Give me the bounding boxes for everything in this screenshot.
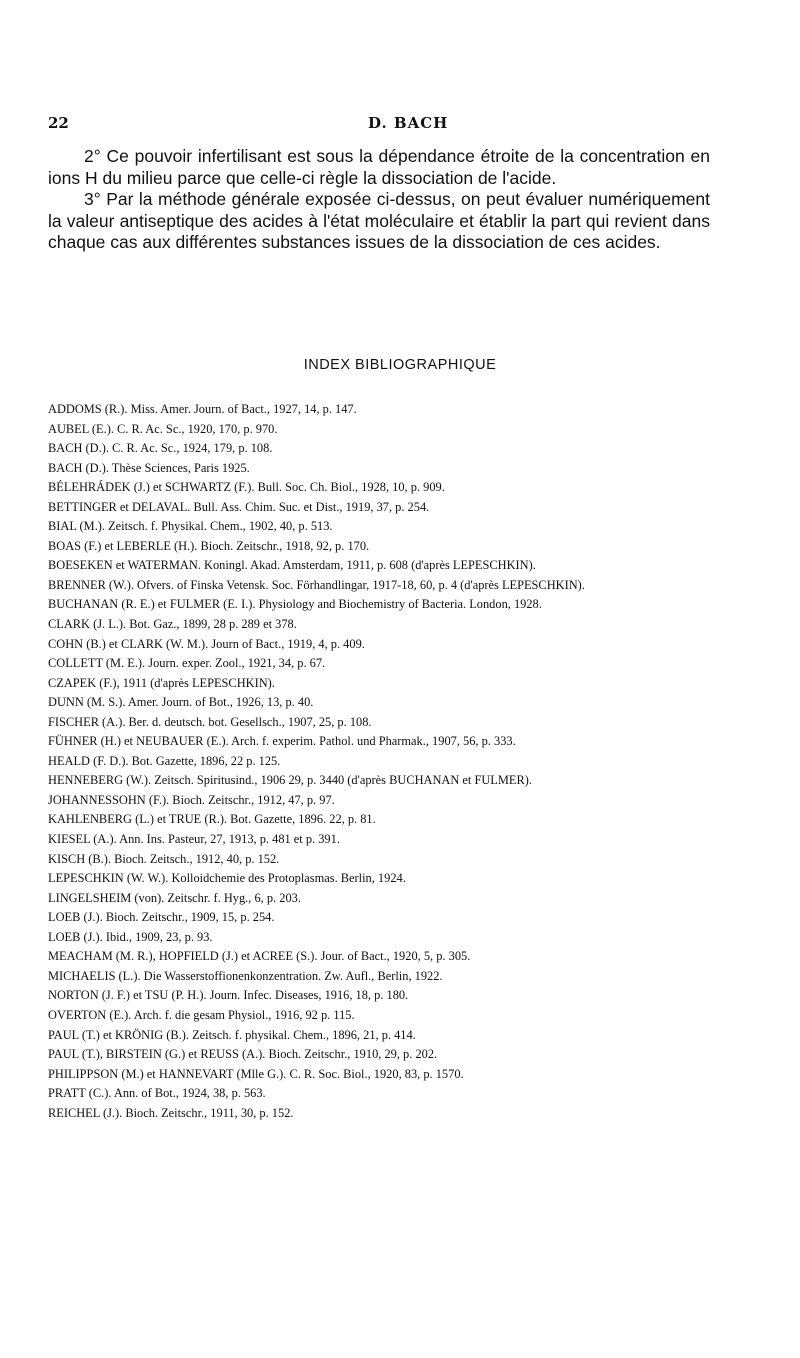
page-header (48, 114, 708, 136)
reference-entry: LINGELSHEIM (von). Zeitschr. f. Hyg., 6, p. 203. (48, 890, 301, 905)
reference-entry: BOAS (F.) et LEBERLE (H.). Bioch. Zeitschr., 1918, 92, p. 170. (48, 538, 370, 553)
body-paragraph: 2° Ce pouvoir infertilisant est sous la dépendance étroite de la concentration en ions H du milieu parce que celle-ci règle la dissociation de l'acide. (48, 146, 710, 188)
reference-entry: BACH (D.). Thèse Sciences, Paris 1925. (48, 460, 250, 475)
reference-entry: PAUL (T.), BIRSTEIN (G.) et REUSS (A.). Bioch. Zeitschr., 1910, 29, p. 202. (48, 1047, 438, 1062)
reference-entry: FÜHNER (H.) et NEUBAUER (E.). Arch. f. experim. Pathol. und Pharmak., 1907, 56, p. 333. (48, 734, 516, 749)
reference-entry: COLLETT (M. E.). Journ. exper. Zool., 1921, 34, p. 67. (48, 656, 326, 671)
reference-entry: BACH (D.). C. R. Ac. Sc., 1924, 179, p. 108. (48, 441, 273, 456)
index-title: INDEX BIBLIOGRAPHIQUE (303, 357, 497, 373)
reference-entry: PAUL (T.) et KRÖNIG (B.). Zeitsch. f. physikal. Chem., 1896, 21, p. 414. (48, 1027, 416, 1042)
reference-entry: AUBEL (E.). C. R. Ac. Sc., 1920, 170, p. 970. (48, 421, 278, 436)
reference-entry: JOHANNESSOHN (F.). Bioch. Zeitschr., 1912, 47, p. 97. (48, 792, 335, 807)
reference-entry: OVERTON (E.). Arch. f. die gesam Physiol., 1916, 92 p. 115. (48, 1007, 355, 1022)
reference-entry: NORTON (J. F.) et TSU (P. H.). Journ. Infec. Diseases, 1916, 18, p. 180. (48, 988, 409, 1003)
reference-entry: BRENNER (W.). Ofvers. of Finska Vetensk. Soc. Förhandlingar, 1917-18, 60, p. 4 (d'après LEPESCHKIN). (48, 577, 585, 592)
body-text (48, 146, 710, 254)
reference-entry: PHILIPPSON (M.) et HANNEVART (Mlle G.). C. R. Soc. Biol., 1920, 83, p. 1570. (48, 1066, 464, 1081)
running-title: D. BACH (368, 114, 449, 132)
reference-entry: ADDOMS (R.). Miss. Amer. Journ. of Bact., 1927, 14, p. 147. (48, 402, 357, 416)
reference-entry: CZAPEK (F.), 1911 (d'après LEPESCHKIN). (48, 675, 275, 690)
reference-entry: COHN (B.) et CLARK (W. M.). Journ of Bact., 1919, 4, p. 409. (48, 636, 365, 651)
reference-entry: LOEB (J.). Bioch. Zeitschr., 1909, 15, p. 254. (48, 910, 275, 925)
reference-entry: KAHLENBERG (L.) et TRUE (R.). Bot. Gazette, 1896. 22, p. 81. (48, 812, 376, 827)
reference-entry: KIESEL (A.). Ann. Ins. Pasteur, 27, 1913, p. 481 et p. 391. (48, 832, 340, 847)
reference-entry: BUCHANAN (R. E.) et FULMER (E. I.). Physiology and Biochemistry of Bacteria. London, 1928. (48, 597, 542, 612)
reference-entry: LOEB (J.). Ibid., 1909, 23, p. 93. (48, 929, 213, 944)
reference-list (48, 400, 712, 1123)
reference-entry: BIAL (M.). Zeitsch. f. Physikal. Chem., 1902, 40, p. 513. (48, 519, 333, 534)
reference-entry: REICHEL (J.). Bioch. Zeitschr., 1911, 30, p. 152. (48, 1105, 294, 1120)
reference-entry: MEACHAM (M. R.), HOPFIELD (J.) et ACREE (S.). Jour. of Bact., 1920, 5, p. 305. (48, 949, 471, 964)
body-paragraph: 3° Par la méthode générale exposée ci-dessus, on peut évaluer numériquement la valeur antiseptique des acides à l'état moléculaire et établir la part qui revient dans chaque cas aux différentes substances issues de la dissociation de ces acides. (48, 189, 710, 252)
reference-entry: FISCHER (A.). Ber. d. deutsch. bot. Gesellsch., 1907, 25, p. 108. (48, 714, 372, 729)
reference-entry: PRATT (C.). Ann. of Bot., 1924, 38, p. 563. (48, 1086, 266, 1101)
reference-entry: HEALD (F. D.). Bot. Gazette, 1896, 22 p. 125. (48, 753, 281, 768)
reference-entry: HENNEBERG (W.). Zeitsch. Spiritusind., 1906 29, p. 3440 (d'après BUCHANAN et FULMER). (48, 773, 532, 788)
reference-entry: BÉLEHRÁDEK (J.) et SCHWARTZ (F.). Bull. Soc. Ch. Biol., 1928, 10, p. 909. (48, 480, 445, 495)
reference-entry: DUNN (M. S.). Amer. Journ. of Bot., 1926, 13, p. 40. (48, 695, 314, 710)
reference-entry: BOESEKEN et WATERMAN. Koningl. Akad. Amsterdam, 1911, p. 608 (d'après LEPESCHKIN). (48, 558, 536, 573)
reference-entry: LEPESCHKIN (W. W.). Kolloidchemie des Protoplasmas. Berlin, 1924. (48, 871, 406, 886)
reference-entry: CLARK (J. L.). Bot. Gaz., 1899, 28 p. 289 et 378. (48, 617, 297, 632)
reference-entry: KISCH (B.). Bioch. Zeitsch., 1912, 40, p. 152. (48, 851, 280, 866)
reference-entry: MICHAELIS (L.). Die Wasserstoffionenkonzentration. Zw. Aufl., Berlin, 1922. (48, 968, 443, 983)
page-number: 22 (48, 114, 69, 132)
reference-entry: BETTINGER et DELAVAL. Bull. Ass. Chim. Suc. et Dist., 1919, 37, p. 254. (48, 499, 430, 514)
